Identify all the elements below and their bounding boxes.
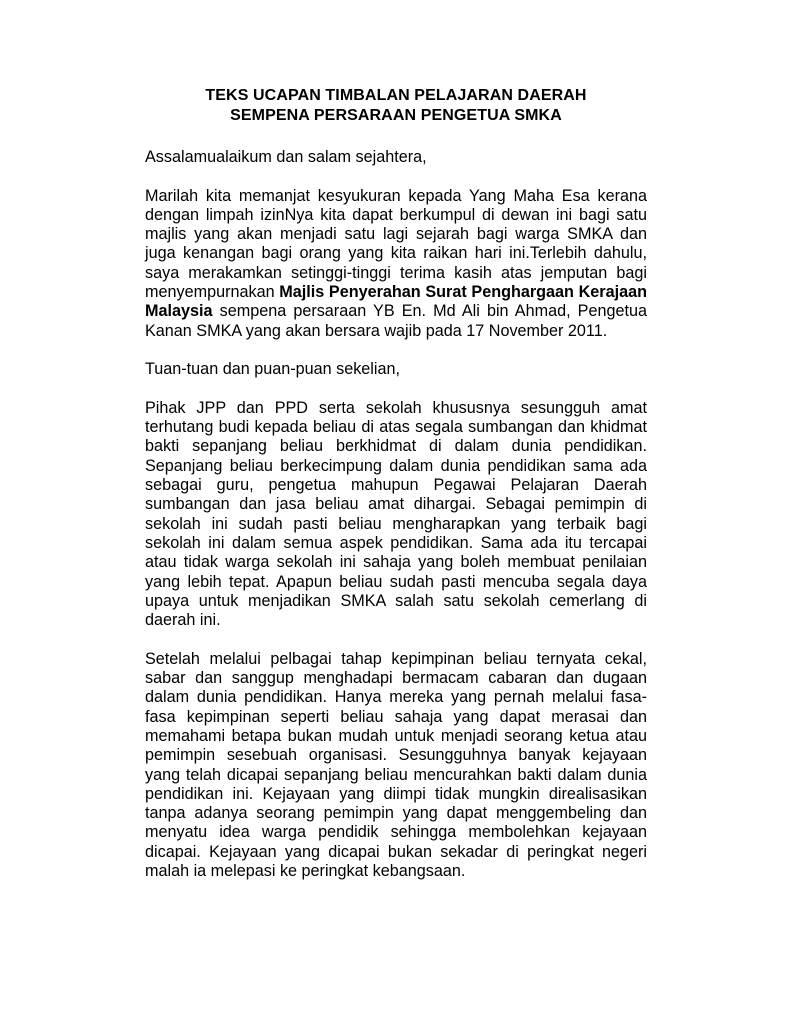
paragraph-2: Pihak JPP dan PPD serta sekolah khususnya sesungguh amat terhutang budi kepada beliau di atas segala sumbangan dan khidmat bakti sepanjang beliau berkhidmat di dalam dunia pendidikan. Sepanjang beliau berkecimpung dalam dunia pendidikan sama ada sebagai guru, pengetua mahupun Pegawai Pelajaran Daerah sumbangan dan jasa beliau amat dihargai. Sebagai pemimpin di sekolah ini sudah pasti beliau mengharapkan yang terbaik bagi sekolah ini dalam semua aspek pendidikan. Sama ada itu tercapai atau tidak warga sekolah ini sahaja yang boleh membuat penilaian yang lebih tepat. Apapun beliau sudah pasti mencuba segala daya upaya untuk menjadikan SMKA salah satu sekolah cemerlang di daerah ini. xyxy=(145,398,647,630)
paragraph-1-text-a: Marilah kita memanjat kesyukuran kepada Yang Maha Esa kerana dengan limpah izinNya kita dapat berkumpul di dewan ini bagi satu majlis yang akan menjadi satu lagi sejarah bagi warga SMKA dan juga kenangan bagi orang yang kita raikan hari ini.Terlebih dahulu, saya merakamkan setinggi-tinggi terima kasih atas jemputan bagi menyempurnakan xyxy=(145,186,647,302)
document-title xyxy=(145,86,647,126)
paragraph-1-text-b: sempena persaraan YB En. Md Ali bin Ahmad, Pengetua Kanan SMKA yang akan bersara wajib pada 17 November 2011. xyxy=(145,302,647,340)
title-line-2: SEMPENA PERSARAAN PENGETUA SMKA xyxy=(230,107,562,124)
salutation: Tuan-tuan dan puan-puan sekelian, xyxy=(145,360,400,379)
paragraph-3: Setelah melalui pelbagai tahap kepimpinan beliau ternyata cekal, sabar dan sanggup menghadapi bermacam cabaran dan dugaan dalam dunia pendidikan. Hanya mereka yang pernah melalui fasa-fasa kepimpinan seperti beliau sahaja yang dapat merasai dan memahami betapa bukan mudah untuk menjadi seorang ketua atau pemimpin sesebuah organisasi. Sesungguhnya banyak kejayaan yang telah dicapai sepanjang beliau mencurahkan bakti dalam dunia pendidikan ini. Kejayaan yang diimpi tidak mungkin direalisasikan tanpa adanya seorang pemimpin yang dapat menggembeling dan menyatu idea warga pendidik sehingga membolehkan kejayaan dicapai. Kejayaan yang dicapai bukan sekadar di peringkat negeri malah ia melepasi ke peringkat kebangsaan. xyxy=(145,649,647,880)
greeting: Assalamualaikum dan salam sejahtera, xyxy=(145,148,427,166)
paragraph-1-bold: Majlis Penyerahan Surat Penghargaan Kerajaan Malaysia xyxy=(145,283,647,321)
title-line-1: TEKS UCAPAN TIMBALAN PELAJARAN DAERAH xyxy=(205,87,587,104)
paragraph-1 xyxy=(145,187,647,341)
